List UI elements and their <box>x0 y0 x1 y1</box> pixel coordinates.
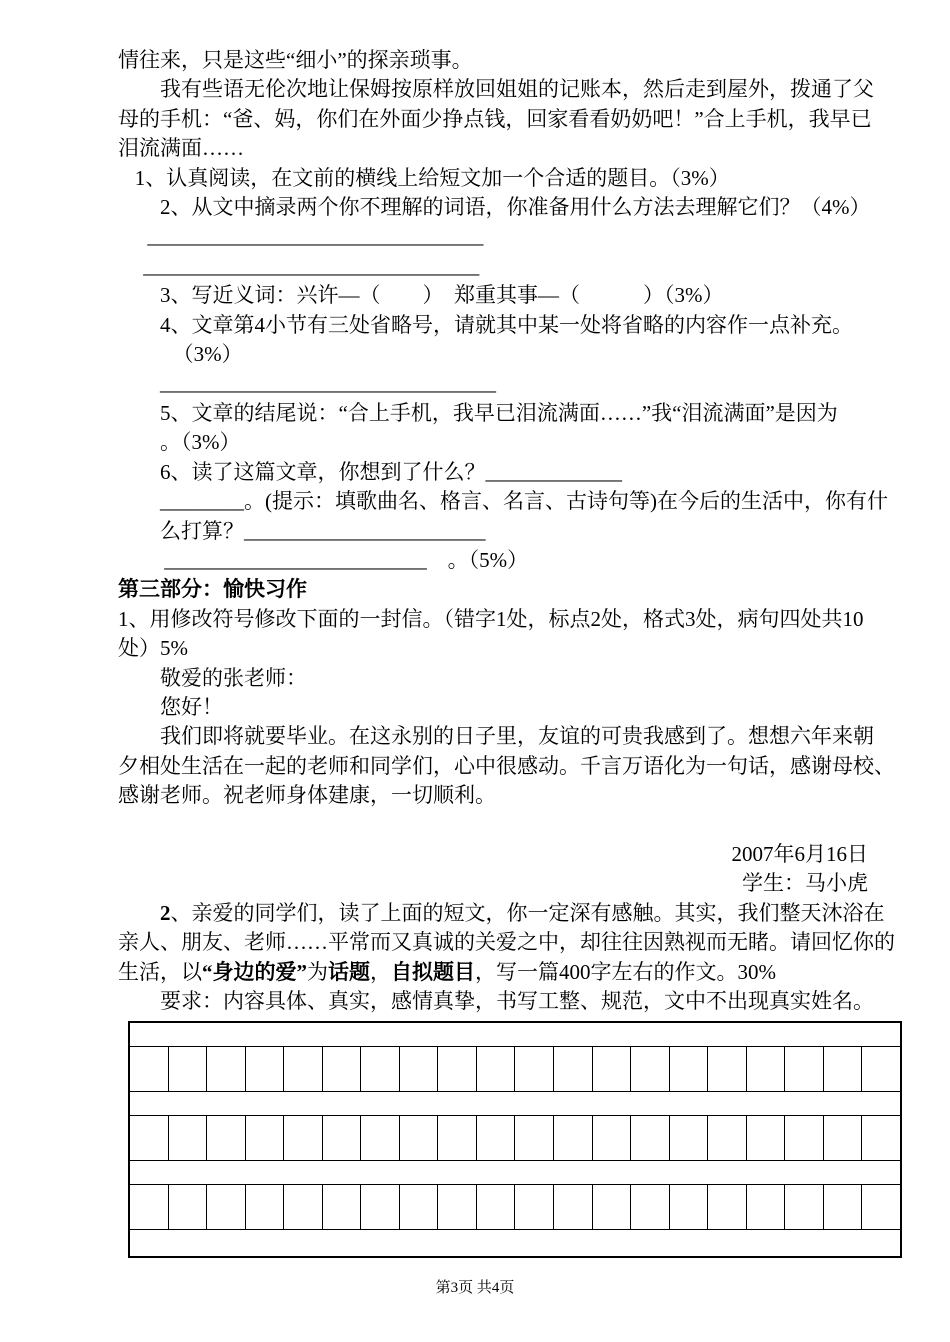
grid-cell <box>670 1116 709 1160</box>
grid-cell <box>631 1185 670 1229</box>
grid-blank-row <box>130 1023 900 1046</box>
grid-cell <box>477 1116 516 1160</box>
grid-cell <box>670 1047 709 1091</box>
text-run: 自拟题目 <box>391 959 475 984</box>
task-1 <box>118 605 910 634</box>
letter-body <box>118 722 910 751</box>
question-6 <box>118 458 910 487</box>
grid-cell <box>593 1116 632 1160</box>
grid-cell <box>554 1116 593 1160</box>
grid-cell <box>670 1185 709 1229</box>
text-run: （3%） <box>172 342 243 367</box>
text-run: ， <box>370 959 391 984</box>
answer-blank-line <box>118 222 910 251</box>
grid-cell <box>515 1047 554 1091</box>
text-run: ________。(提示：填歌曲名、格言、名言、古诗句等)在今后的生活中，你有什 <box>160 489 888 514</box>
grid-cell <box>515 1185 554 1229</box>
grid-blank-row <box>130 1161 900 1184</box>
text-run: 敬爱的张老师： <box>160 665 307 690</box>
grid-cell <box>824 1047 863 1091</box>
section-heading <box>118 575 910 604</box>
text-run: _________________________ 。（5%） <box>164 547 529 572</box>
grid-cell <box>593 1047 632 1091</box>
task-2 <box>118 899 910 928</box>
grid-cell <box>708 1116 747 1160</box>
text-run: 1、用修改符号修改下面的一封信。（错字1处，标点2处，格式3处，病句四处共10 <box>118 606 864 631</box>
grid-cell <box>284 1047 323 1091</box>
paragraph-line <box>118 134 910 163</box>
grid-cell <box>593 1185 632 1229</box>
grid-cell <box>477 1185 516 1229</box>
grid-cell <box>708 1185 747 1229</box>
grid-cell <box>515 1116 554 1160</box>
text-run: 夕相处生活在一起的老师和同学们，心中很感动。千言万语化为一句话，感谢母校、 <box>118 753 895 778</box>
question-6-cont <box>118 546 910 575</box>
text-run: 话题 <box>328 959 370 984</box>
grid-cell <box>400 1116 439 1160</box>
grid-cell <box>323 1047 362 1091</box>
grid-cell <box>747 1047 786 1091</box>
text-run: 您好！ <box>160 694 223 719</box>
answer-blank-line <box>118 252 910 281</box>
question-1 <box>118 164 910 193</box>
grid-cell <box>631 1116 670 1160</box>
grid-cell <box>207 1047 246 1091</box>
grid-cell <box>361 1116 400 1160</box>
text-run: 第三部分：愉快习作 <box>118 577 307 602</box>
page-footer: 第3页 共4页 <box>435 1280 515 1296</box>
task-1-cont <box>118 634 910 663</box>
composition-grid <box>128 1021 902 1258</box>
grid-cell <box>323 1185 362 1229</box>
text-run: 、亲爱的同学们，读了上面的短文，你一定深有感触。其实，我们整天沐浴在 <box>170 900 885 925</box>
letter-signature <box>118 869 910 898</box>
text-run: ________________________________ <box>143 253 480 278</box>
grid-cell <box>130 1047 169 1091</box>
blank-line <box>118 811 910 840</box>
text-run: 处）5% <box>118 636 188 661</box>
letter-greeting <box>118 693 910 722</box>
grid-cell <box>207 1185 246 1229</box>
grid-cell <box>246 1185 285 1229</box>
letter-date <box>118 840 910 869</box>
grid-cell <box>862 1185 900 1229</box>
text-run: 生活，以 <box>118 959 202 984</box>
text-run: 6、读了这篇文章，你想到了什么？_____________ <box>160 459 622 484</box>
text-run: 1、认真阅读，在文前的横线上给短文加一个合适的题目。（3%） <box>134 165 730 190</box>
text-run: 亲人、朋友、老师……平常而又真诚的关爱之中，却往往因熟视而无睹。请回忆你的 <box>118 930 895 955</box>
grid-blank-row <box>130 1092 900 1115</box>
grid-cell <box>207 1116 246 1160</box>
grid-cell <box>284 1185 323 1229</box>
grid-cell <box>554 1047 593 1091</box>
question-4 <box>118 311 910 340</box>
text-run: 感谢老师。祝老师身体建康，一切顺利。 <box>118 783 496 808</box>
score-note <box>118 340 910 369</box>
grid-cell <box>400 1047 439 1091</box>
text-run: ，写一篇400字左右的作文。30% <box>475 959 776 984</box>
question-6-cont <box>118 487 910 516</box>
grid-blank-row <box>130 1230 900 1256</box>
letter-body <box>118 781 910 810</box>
text-run: ________________________________ <box>147 224 484 249</box>
text-run: 要求：内容具体、真实，感情真挚，书写工整、规范，文中不出现真实姓名。 <box>160 989 874 1013</box>
text-run: 。（3%） <box>160 430 241 455</box>
grid-cell <box>130 1185 169 1229</box>
text-run: 2、从文中摘录两个你不理解的词语，你准备用什么方法去理解它们？（4%） <box>160 195 871 220</box>
text-run: 么打算？_______________________ <box>160 518 486 543</box>
grid-cell <box>862 1047 900 1091</box>
grid-cell-row <box>130 1046 900 1092</box>
letter-body <box>118 752 910 781</box>
text-run: ________________________________ <box>160 371 496 396</box>
text-run: 学生：马小虎 <box>742 871 868 896</box>
grid-cell <box>438 1185 477 1229</box>
task-2-requirements <box>118 987 910 1016</box>
paragraph-line <box>118 105 910 134</box>
continuation-line <box>118 46 910 75</box>
question-5 <box>118 399 910 428</box>
grid-cell <box>169 1116 208 1160</box>
text-run: 4、文章第4小节有三处省略号，请就其中某一处将省略的内容作一点补充。 <box>160 312 853 337</box>
task-2-cont <box>118 958 910 987</box>
grid-cell <box>400 1185 439 1229</box>
text-run: 母的手机：“爸、妈，你们在外面少挣点钱，回家看看奶奶吧！”合上手机，我早已 <box>118 106 872 131</box>
text-run: 情往来，只是这些“细小”的探亲琐事。 <box>118 48 473 72</box>
text-run: 5、文章的结尾说：“合上手机，我早已泪流满面……”我“泪流满面”是因为 <box>160 400 838 425</box>
text-run: 2 <box>160 900 171 925</box>
task-2-cont <box>118 928 910 957</box>
grid-cell <box>785 1047 824 1091</box>
question-5-cont <box>118 428 910 457</box>
letter-salutation <box>118 664 910 693</box>
grid-cell <box>554 1185 593 1229</box>
grid-cell <box>824 1116 863 1160</box>
grid-cell <box>708 1047 747 1091</box>
grid-cell <box>747 1185 786 1229</box>
paragraph-line <box>118 75 910 104</box>
grid-cell-row <box>130 1184 900 1230</box>
grid-cell <box>246 1116 285 1160</box>
grid-cell <box>169 1047 208 1091</box>
question-2 <box>118 193 910 222</box>
grid-cell <box>747 1116 786 1160</box>
grid-cell <box>361 1185 400 1229</box>
answer-blank-line <box>118 369 910 398</box>
grid-cell <box>246 1047 285 1091</box>
question-6-cont <box>118 517 910 546</box>
text-run: 为 <box>307 959 328 984</box>
grid-cell <box>323 1116 362 1160</box>
text-run: 2007年6月16日 <box>731 841 868 866</box>
grid-cell <box>477 1047 516 1091</box>
text-run: “身边的爱” <box>202 959 307 984</box>
grid-cell <box>438 1116 477 1160</box>
grid-cell <box>824 1185 863 1229</box>
grid-cell <box>438 1047 477 1091</box>
grid-cell <box>130 1116 169 1160</box>
text-run: 我们即将就要毕业。在这永别的日子里，友谊的可贵我感到了。想想六年来朝 <box>160 724 874 749</box>
grid-cell-row <box>130 1115 900 1161</box>
question-3 <box>118 281 910 310</box>
grid-cell <box>785 1185 824 1229</box>
grid-cell <box>284 1116 323 1160</box>
grid-cell <box>785 1116 824 1160</box>
text-run: 我有些语无伦次地让保姆按原样放回姐姐的记账本，然后走到屋外，拨通了父 <box>160 77 874 102</box>
text-run: 泪流满面…… <box>118 136 244 161</box>
grid-cell <box>631 1047 670 1091</box>
grid-cell <box>862 1116 900 1160</box>
text-run: 3、写近义词：兴许—（ ） 郑重其事—（ ）（3%） <box>160 283 724 308</box>
grid-cell <box>361 1047 400 1091</box>
grid-cell <box>169 1185 208 1229</box>
